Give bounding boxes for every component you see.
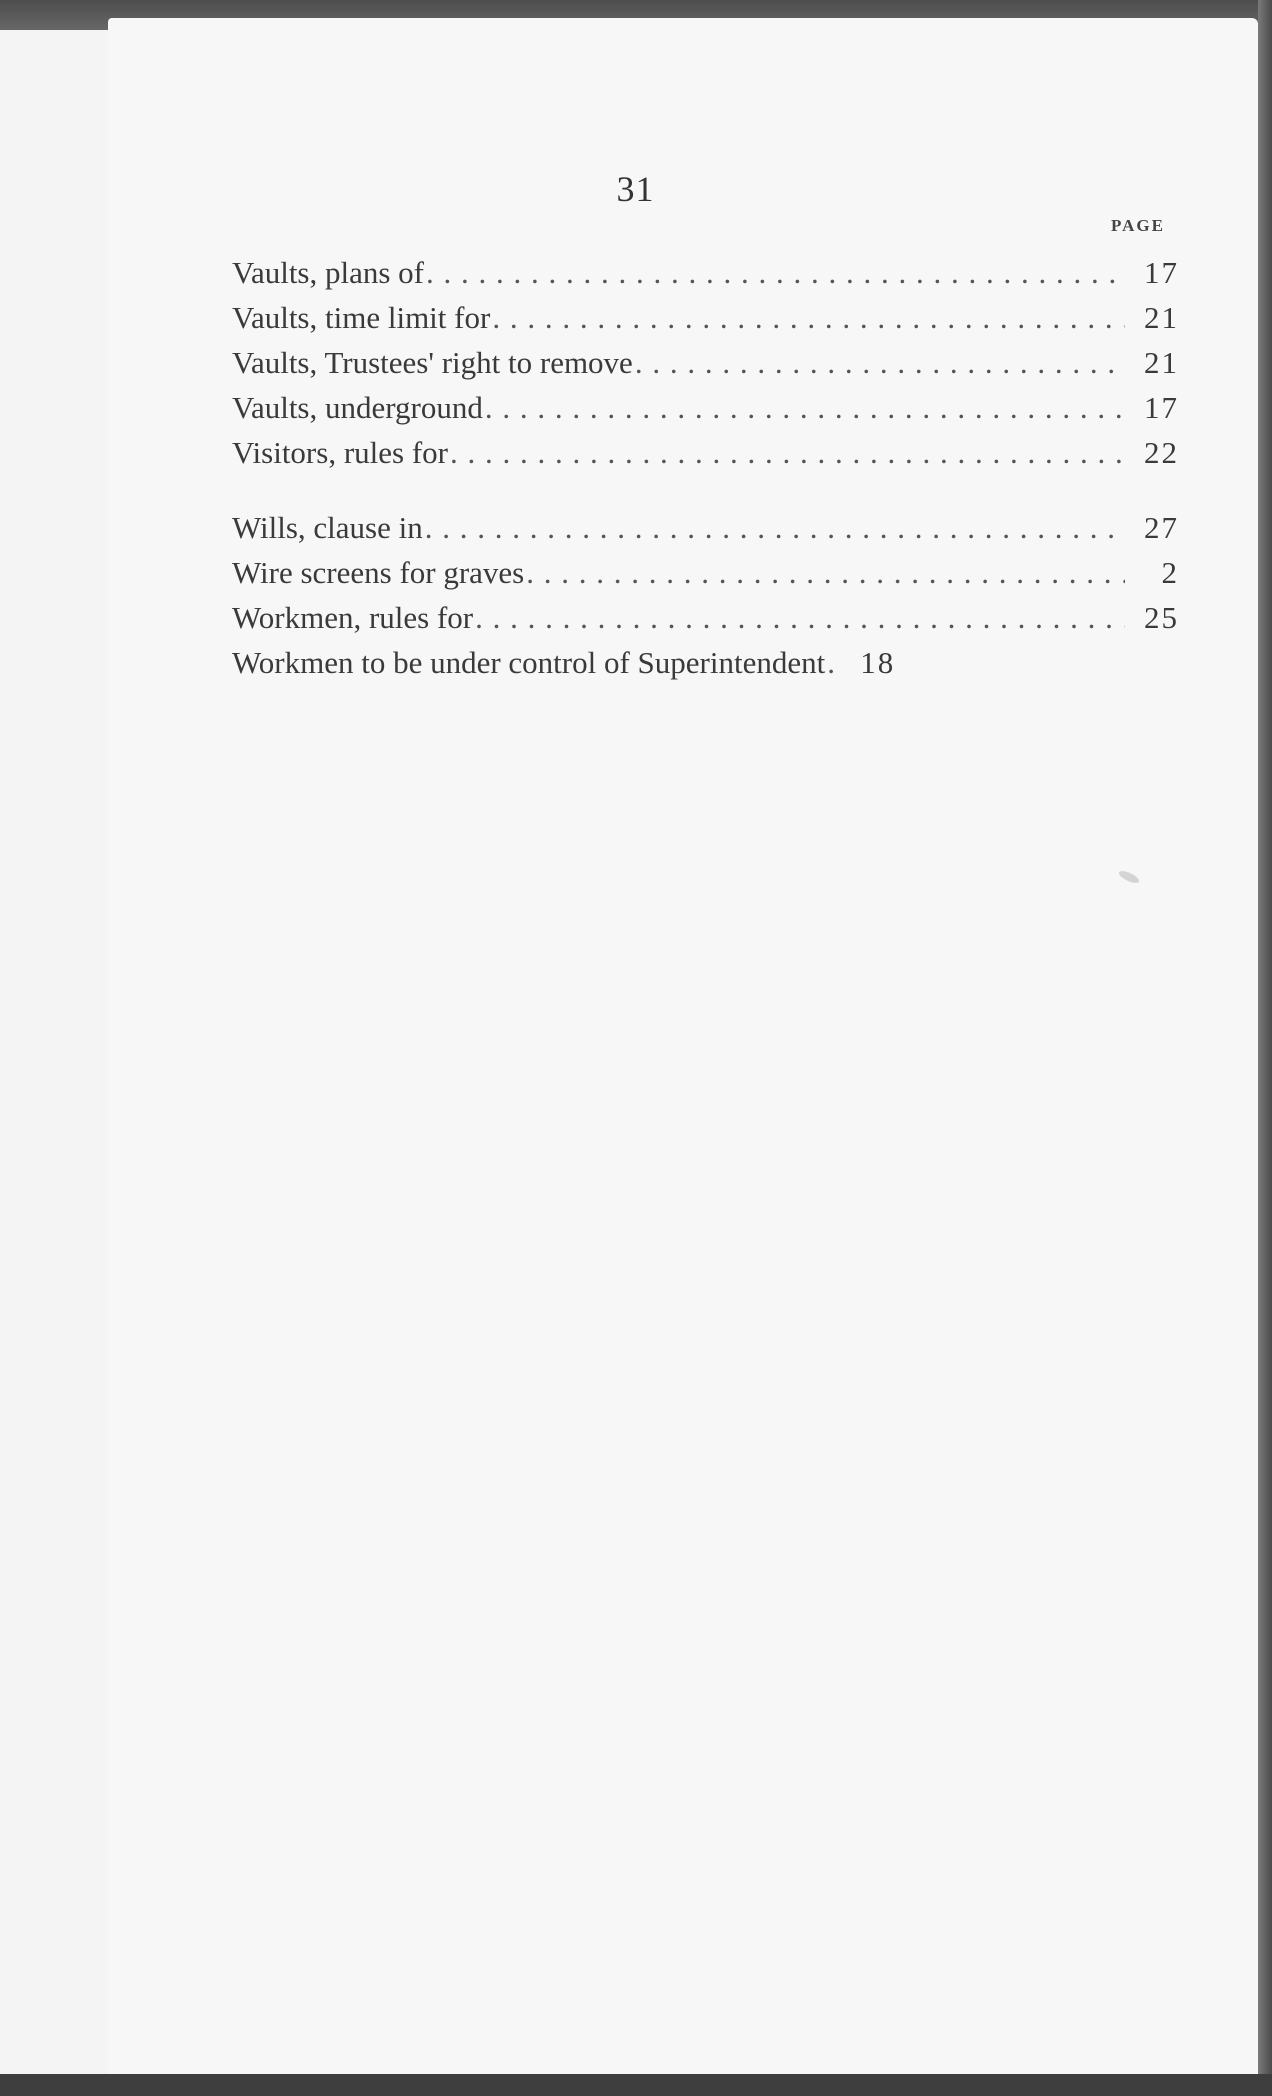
dot-leader (450, 430, 1125, 475)
entry-page: 2 (1161, 555, 1179, 590)
index-entry (232, 385, 1179, 430)
page-number: 31 (616, 169, 655, 209)
entry-label: Vaults, plans of (232, 255, 425, 290)
entry-label: Vaults, Trustees' right to remove (232, 345, 633, 380)
entry-label: Visitors, rules for (232, 435, 448, 470)
entry-page: 17 (1144, 390, 1179, 425)
entry-label: Vaults, underground (232, 390, 483, 425)
entry-page: 21 (1144, 345, 1179, 380)
page-column-heading: PAGE (1111, 216, 1165, 235)
entry-label: Workmen, rules for (232, 600, 474, 635)
entry-page: 21 (1144, 300, 1179, 335)
entry-label: Wire screens for graves (232, 555, 525, 590)
group-spacer (232, 475, 1179, 505)
dot-leader (635, 340, 1125, 385)
scan-border-right (1258, 0, 1272, 2096)
index-entry (232, 295, 1179, 340)
entry-page: 27 (1144, 510, 1179, 545)
entry-page: 18 (860, 645, 896, 680)
index-entry (232, 505, 1179, 550)
book-page (108, 18, 1258, 2078)
index-entry (232, 550, 1179, 595)
index-entry (232, 640, 1179, 685)
entry-label: Vaults, time limit for (232, 300, 491, 335)
index-entry (232, 430, 1179, 475)
index-entry (232, 595, 1179, 640)
index-entry (232, 340, 1179, 385)
entry-label: Workmen to be under control of Superintendent (232, 645, 826, 680)
entry-label: Wills, clause in (232, 510, 423, 545)
dot-leader (426, 250, 1125, 295)
paper-blemish (1117, 869, 1140, 886)
entry-page: 17 (1144, 255, 1179, 290)
index-list (232, 216, 1179, 685)
scan-border-bottom (0, 2074, 1272, 2096)
dot-leader (485, 385, 1125, 430)
dot-leader (492, 295, 1125, 340)
index-entry (232, 250, 1179, 295)
dot-leader (526, 550, 1125, 595)
left-page-edge (0, 30, 124, 2080)
entry-page: 25 (1144, 600, 1179, 635)
dot-leader (475, 595, 1125, 640)
dot-leader (827, 640, 841, 685)
dot-leader (425, 505, 1125, 550)
entry-page: 22 (1144, 435, 1179, 470)
